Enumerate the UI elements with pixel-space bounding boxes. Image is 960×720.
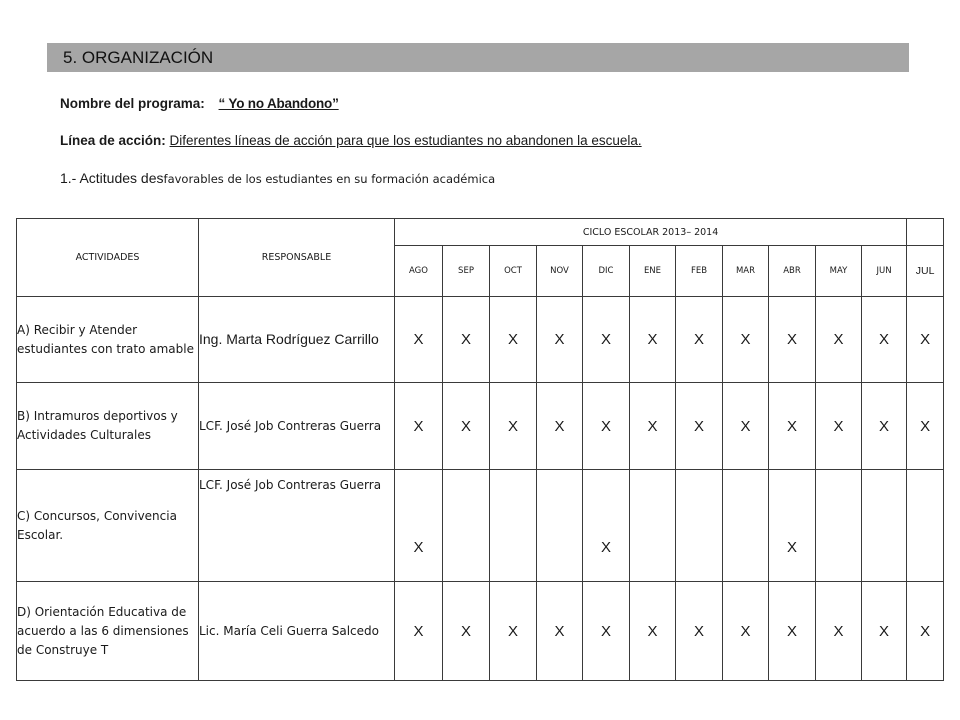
month-mark: X (676, 297, 723, 383)
month-mark: X (723, 297, 769, 383)
month-mark (723, 470, 769, 582)
month-mark: X (816, 297, 862, 383)
month-header: FEB (676, 246, 723, 297)
month-mark: X (537, 297, 583, 383)
month-mark (816, 470, 862, 582)
program-name: “ Yo no Abandono” (218, 96, 339, 111)
month-mark: X (907, 383, 944, 470)
month-mark: X (907, 297, 944, 383)
header-cycle-blank (907, 219, 944, 246)
activity-cell: C) Concursos, Convivencia Escolar. (17, 470, 199, 582)
activity-cell: A) Recibir y Atender estudiantes con trato amable (17, 297, 199, 383)
section-title: 5. ORGANIZACIÓN (47, 43, 909, 72)
responsible-cell: LCF. José Job Contreras Guerra (199, 383, 395, 470)
activities-table (16, 218, 944, 681)
month-header: ABR (769, 246, 816, 297)
month-mark (490, 470, 537, 582)
table-row (17, 383, 944, 470)
month-mark: X (490, 297, 537, 383)
attitudes-prefix: 1.- Actitudes des (60, 170, 164, 186)
month-mark (676, 470, 723, 582)
activity-cell: D) Orientación Educativa de acuerdo a las 6 dimensiones de Construye T (17, 582, 199, 681)
month-mark: X (583, 383, 630, 470)
month-header: JUN (862, 246, 907, 297)
month-mark: X (395, 582, 443, 681)
month-mark: X (769, 297, 816, 383)
month-mark: X (816, 582, 862, 681)
month-mark: X (395, 383, 443, 470)
month-mark: X (723, 383, 769, 470)
month-mark (537, 470, 583, 582)
activity-cell: B) Intramuros deportivos y Actividades Culturales (17, 383, 199, 470)
month-mark: X (490, 582, 537, 681)
month-mark: X (537, 383, 583, 470)
month-header: DIC (583, 246, 630, 297)
month-mark: X (537, 582, 583, 681)
program-line (60, 96, 339, 111)
attitudes-rest: favorables de los estudiantes en su formación académica (163, 172, 496, 186)
month-mark: X (769, 582, 816, 681)
month-mark (443, 470, 490, 582)
attitudes-line (60, 170, 495, 186)
month-mark: X (723, 582, 769, 681)
month-mark: X (630, 582, 676, 681)
responsible-cell: Lic. María Celi Guerra Salcedo (199, 582, 395, 681)
month-mark: X (676, 383, 723, 470)
month-mark: X (630, 297, 676, 383)
month-mark: X (862, 582, 907, 681)
month-header: MAY (816, 246, 862, 297)
month-mark: X (395, 470, 443, 582)
month-mark: X (443, 582, 490, 681)
program-label: Nombre del programa: (60, 96, 205, 111)
month-mark (630, 470, 676, 582)
responsible-cell: Ing. Marta Rodríguez Carrillo (199, 297, 395, 383)
month-header: NOV (537, 246, 583, 297)
month-mark: X (630, 383, 676, 470)
line-of-action-label: Línea de acción: (60, 133, 166, 148)
month-header: MAR (723, 246, 769, 297)
month-mark: X (583, 297, 630, 383)
header-cycle: CICLO ESCOLAR 2013– 2014 (395, 219, 907, 246)
month-mark: X (395, 297, 443, 383)
month-mark: X (769, 470, 816, 582)
month-header: ENE (630, 246, 676, 297)
table-row (17, 470, 944, 582)
month-mark: X (676, 582, 723, 681)
month-mark: X (443, 297, 490, 383)
month-mark: X (862, 297, 907, 383)
month-mark: X (583, 582, 630, 681)
month-header: OCT (490, 246, 537, 297)
header-responsible: RESPONSABLE (199, 219, 395, 297)
line-of-action-text: Diferentes líneas de acción para que los estudiantes no abandonen la escuela. (169, 133, 642, 148)
month-header: AGO (395, 246, 443, 297)
month-header: JUL (907, 246, 944, 297)
responsible-cell: LCF. José Job Contreras Guerra (199, 470, 395, 582)
month-mark (907, 470, 944, 582)
month-mark: X (490, 383, 537, 470)
month-mark: X (816, 383, 862, 470)
month-mark: X (769, 383, 816, 470)
month-mark: X (443, 383, 490, 470)
table-row (17, 297, 944, 383)
line-of-action (60, 133, 642, 148)
month-mark (862, 470, 907, 582)
header-activities: ACTIVIDADES (17, 219, 199, 297)
month-mark: X (583, 470, 630, 582)
month-header: SEP (443, 246, 490, 297)
month-mark: X (907, 582, 944, 681)
month-mark: X (862, 383, 907, 470)
table-row (17, 582, 944, 681)
